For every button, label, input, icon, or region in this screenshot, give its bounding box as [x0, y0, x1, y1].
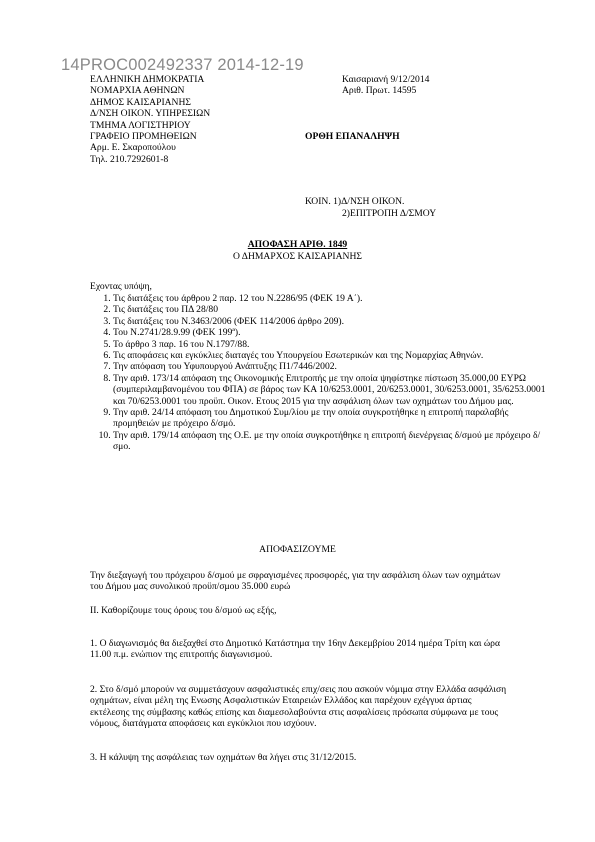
sender-line: ΤΜΗΜΑ ΛΟΓΙΣΤΗΡΙΟΥ — [90, 119, 191, 131]
list-item: 7. Την απόφαση του Υφυπουργού Ανάπτυξης Π1/7446/2002. — [113, 361, 553, 372]
paragraph-1: Την διεξαγωγή του πρόχειρου δ/σμού με σφραγισμένες προσφορές, για την ασφάλιση όλων των οχημάτων του Δήμου μας συνολικού προϋπ/σμου 35.000 ευρώ — [90, 570, 501, 593]
sender-line: ΕΛΛΗΝΙΚΗ ΔΗΜΟΚΡΑΤΙΑ — [90, 74, 205, 85]
considering-label: Εχοντας υπόψη, — [90, 281, 152, 292]
sender-line: Αρμ. Ε. Σκαροπούλου — [90, 142, 176, 154]
paragraph-3: 1. Ο διαγωνισμός θα διεξαχθεί στο Δημοτικό Κατάστημα την 16ην Δεκεμβρίου 2014 ημέρα Τρίτη και ώρα 11.00 π.μ. ενώπιον της επιτροπής διαγωνισμού. — [90, 638, 500, 661]
sender-line: ΓΡΑΦΕΙΟ ΠΡΟΜΗΘΕΙΩΝ — [90, 131, 197, 143]
protocol-line: Αριθ. Πρωτ. 14595 — [342, 85, 417, 97]
date-line: Καισαριανή 9/12/2014 — [342, 74, 430, 85]
sender-line: ΝΟΜΑΡΧΙΑ ΑΘΗΝΩΝ — [90, 85, 185, 97]
sender-line: Δ/ΝΣΗ ΟΙΚΟΝ. ΥΠΗΡΕΣΙΩΝ — [90, 108, 211, 120]
paragraph-5: 3. Η κάλυψη της ασφάλειας των οχημάτων θα λήγει στις 31/12/2015. — [90, 752, 357, 763]
repeat-title: ΟΡΘΗ ΕΠΑΝΑΛΗΨΗ — [305, 131, 400, 142]
list-item: 2. Τις διατάξεις του ΠΔ 28/80 — [113, 304, 553, 315]
sender-block — [90, 74, 210, 165]
list-item: 10. Την αριθ. 179/14 απόφαση της Ο.Ε. με την οποία συγκροτήθηκε η επιτροπή διενέργειας δ/σμού με πρόχειρο δ/σμο. — [113, 430, 553, 453]
sender-line: Τηλ. 210.7292601-8 — [90, 153, 169, 165]
considerations-list — [90, 293, 553, 453]
list-item: 3. Τις διατάξεις του Ν.3463/2006 (ΦΕΚ 114/2006 άρθρο 209). — [113, 316, 553, 327]
sender-line: ΔΗΜΟΣ ΚΑΙΣΑΡΙΑΝΗΣ — [90, 96, 192, 108]
decide-title: ΑΠΟΦΑΣΙΖΟΥΜΕ — [259, 544, 336, 555]
date-protocol-block — [342, 74, 429, 97]
paragraph-2: II. Καθορίζουμε τους όρους του δ/σμού ως εξής, — [90, 605, 277, 616]
list-item: 4. Του Ν.2741/28.9.99 (ΦΕΚ 199ª). — [113, 327, 553, 338]
decision-title: ΑΠΟΦΑΣΗ ΑΡΙΘ. 1849 — [247, 239, 348, 250]
paragraph-4: 2. Στο δ/σμό μπορούν να συμμετάσχουν ασφαλιστικές επιχ/σεις που ασκούν νόμιμα στην Ελλάδα ασφάλιση οχημάτων, είναι μέλη της Ενωσης Ασφαλιστικών Εταιρειών Ελλάδος και παρέχουν εχέγγυα άρτιας εκτέλεσης της σύμβασης καθώς επίσης και διαμεσολαβούντα στις ασφαλίσεις πρόσωπα σύμφωνα με τους νόμους, διατάγματα αποφάσεις και εγκύκλιοι που ισχύουν. — [90, 684, 507, 730]
mayor-title: Ο ΔΗΜΑΡΧΟΣ ΚΑΙΣΑΡΙΑΝΗΣ — [233, 251, 362, 262]
list-item: 8. Την αριθ. 173/14 απόφαση της Οικονομικής Επιτροπής με την οποία ψηφίστηκε πίστωση 35.000,00 ΕΥΡΩ (συμπεριλαμβανομένου του ΦΠΑ) σε βάρος των ΚΑ 10/6253.0001, 20/6253.0001, 30/6253.0001, 35/6253.0001 και 70/6253.0001 του προϋπ. Οικον. Ετους 2015 για την ασφάλιση όλων των οχημάτων του Δήμου μας. — [113, 373, 553, 407]
list-item: 9. Την αριθ. 24/14 απόφαση του Δημοτικού Συμ/λίου με την οποία συγκροτήθηκε η επιτροπή παραλαβής προμηθειών με πρόχειρο δ/σμό. — [113, 407, 553, 430]
list-item: 6. Τις αποφάσεις και εγκύκλιες διαταγές του Υπουργείου Εσωτερικών και της Νομαρχίας Αθηνών. — [113, 350, 553, 361]
koin-line-2: 2)ΕΠΙΤΡΟΠΗ Δ/ΣΜΟΥ — [342, 208, 437, 219]
list-item: 5. Το άρθρο 3 παρ. 16 του Ν.1797/88. — [113, 339, 553, 350]
document-id-watermark: 14PROC002492337 2014-12-19 — [61, 56, 304, 74]
koin-line-1: ΚΟΙΝ. 1)Δ/ΝΣΗ ΟΙΚΟΝ. — [305, 196, 405, 207]
list-item: 1. Τις διατάξεις του άρθρου 2 παρ. 12 του Ν.2286/95 (ΦΕΚ 19 Α΄). — [113, 293, 553, 304]
